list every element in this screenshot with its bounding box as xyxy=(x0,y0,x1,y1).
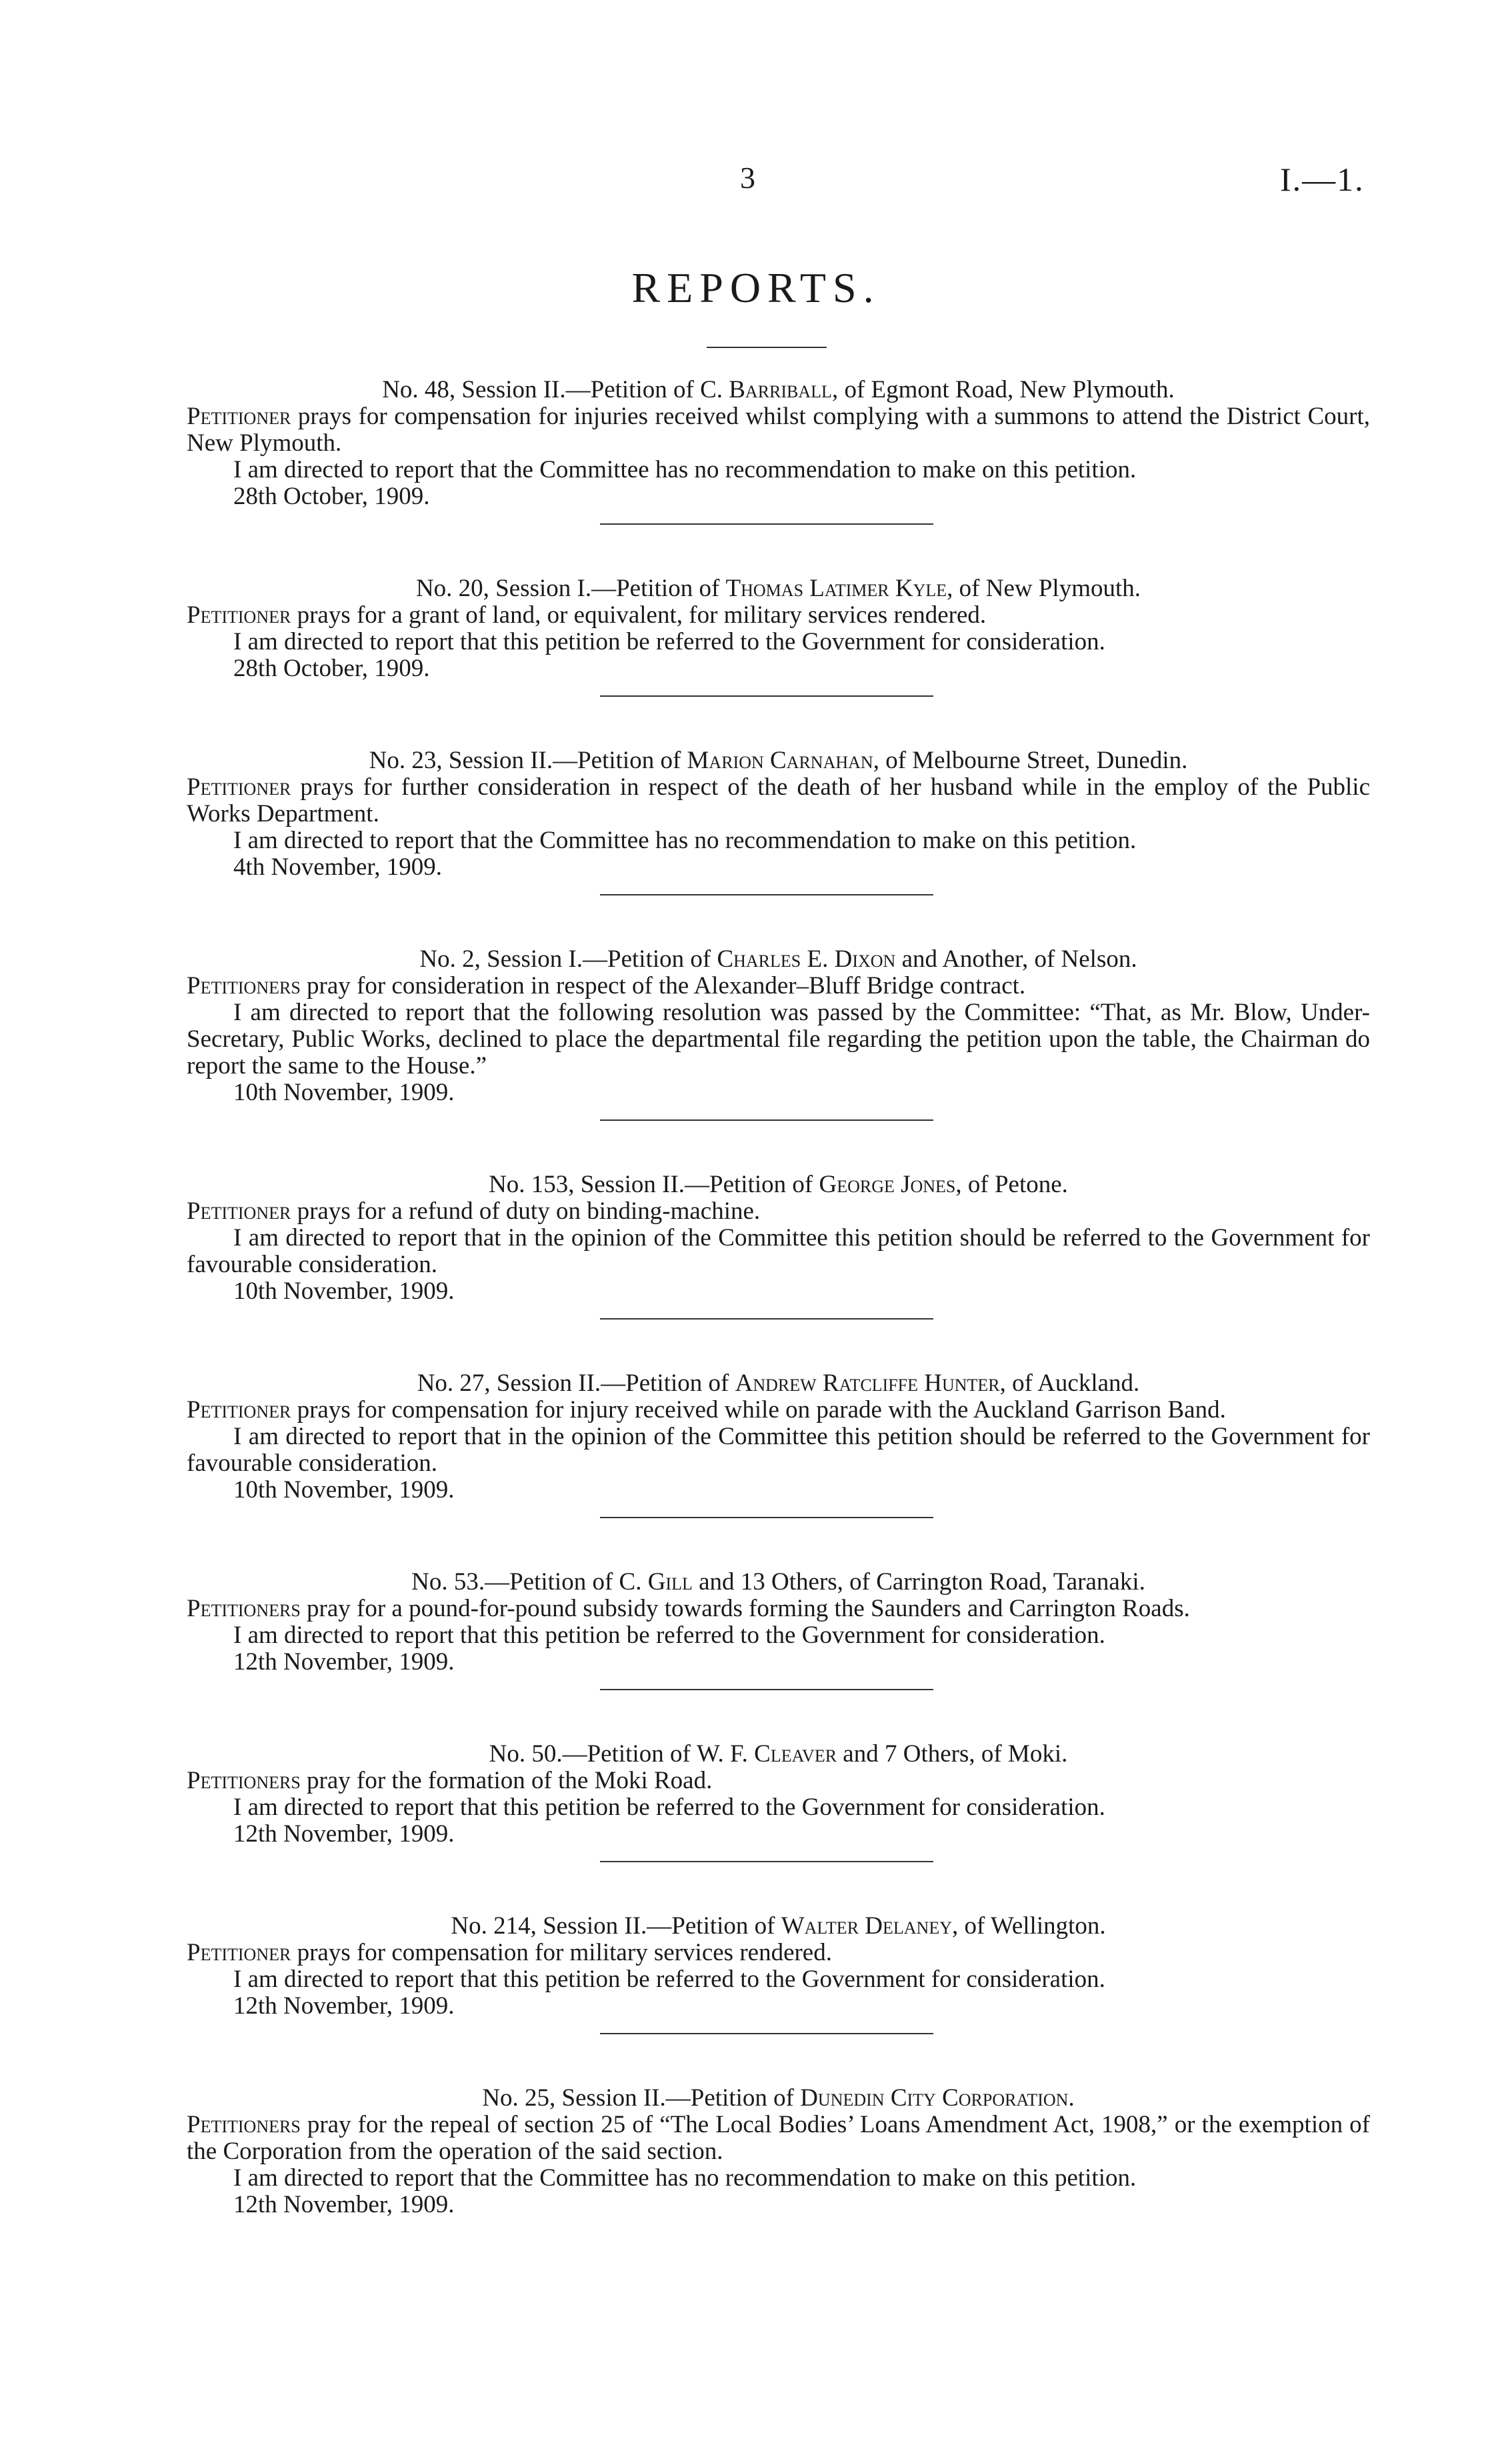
petitioner-name: C. Barriball xyxy=(700,376,832,403)
section-divider xyxy=(600,695,933,697)
report-date: 12th November, 1909. xyxy=(233,1820,455,1848)
report-heading: No. 50.—Petition of W. F. Cleaver and 7 Others, of Moki. xyxy=(489,1740,1068,1768)
report-entry xyxy=(187,747,1370,895)
report-prayer: Petitioner prays for further consideration in respect of the death of her husband while in the employ of the Public Works Department. xyxy=(187,773,1370,827)
report-entry xyxy=(187,946,1370,1121)
report-text: I am directed to report that the following resolution was passed by the Committee: “That, as Mr. Blow, Under-Secretary, Public Works, declined to place the departmental file regarding the petition upon the table, the Chairman do report the same to the House.” xyxy=(187,999,1370,1079)
report-heading: No. 25, Session II.—Petition of Dunedin City Corporation. xyxy=(482,2084,1075,2112)
report-date: 10th November, 1909. xyxy=(233,1079,455,1106)
petitioner-name: George Jones xyxy=(819,1171,956,1198)
report-heading: No. 153, Session II.—Petition of George Jones, of Petone. xyxy=(489,1171,1068,1198)
page-title: REPORTS. xyxy=(631,264,881,311)
section-divider xyxy=(600,1861,933,1862)
report-prayer: Petitioner prays for compensation for injury received while on parade with the Auckland Garrison Band. xyxy=(187,1396,1226,1424)
report-heading: No. 53.—Petition of C. Gill and 13 Others, of Carrington Road, Taranaki. xyxy=(411,1568,1145,1596)
report-text: I am directed to report that the Committee has no recommendation to make on this petition. xyxy=(233,827,1137,854)
report-text: I am directed to report that the Committee has no recommendation to make on this petition. xyxy=(233,2164,1137,2192)
section-divider xyxy=(600,1517,933,1518)
report-entry xyxy=(187,377,1370,525)
report-entry xyxy=(187,575,1370,697)
report-date: 4th November, 1909. xyxy=(233,853,442,881)
report-prayer: Petitioner prays for a grant of land, or equivalent, for military services rendered. xyxy=(187,601,987,629)
report-date: 28th October, 1909. xyxy=(233,655,430,682)
report-prayer: Petitioner prays for compensation for military services rendered. xyxy=(187,1939,832,1966)
report-entry xyxy=(187,2085,1370,2218)
petitioner-name: Thomas Latimer Kyle xyxy=(725,575,947,602)
title-divider xyxy=(707,347,827,348)
report-prayer: Petitioners pray for the repeal of section 25 of “The Local Bodies’ Loans Amendment Act, 1908,” or the exemption of the Corporation from the operation of the said section. xyxy=(187,2111,1370,2165)
report-text: I am directed to report that in the opinion of the Committee this petition should be referred to the Government for favourable consideration. xyxy=(187,1224,1370,1278)
petitioner-name: Marion Carnahan xyxy=(687,747,873,774)
reports-body xyxy=(187,377,1370,2218)
petitioner-name: Walter Delaney xyxy=(781,1912,952,1940)
report-text: I am directed to report that the Committee has no recommendation to make on this petition. xyxy=(233,456,1137,483)
section-divider xyxy=(600,1119,933,1121)
report-date: 12th November, 1909. xyxy=(233,1648,455,1676)
report-entry xyxy=(187,1913,1370,2034)
report-date: 12th November, 1909. xyxy=(233,1992,455,2020)
section-divider xyxy=(600,2033,933,2034)
report-entry xyxy=(187,1741,1370,1862)
report-date: 28th October, 1909. xyxy=(233,483,430,510)
report-date: 12th November, 1909. xyxy=(233,2191,455,2218)
report-heading: No. 2, Session I.—Petition of Charles E. Dixon and Another, of Nelson. xyxy=(419,945,1137,973)
report-text: I am directed to report that this petition be referred to the Government for consideration. xyxy=(233,628,1105,655)
report-prayer: Petitioners pray for the formation of the Moki Road. xyxy=(187,1767,713,1794)
report-text: I am directed to report that this petition be referred to the Government for consideration. xyxy=(233,1966,1105,1993)
page-reference: I.—1. xyxy=(1280,161,1365,198)
petitioner-name: W. F. Cleaver xyxy=(697,1740,837,1768)
report-date: 10th November, 1909. xyxy=(233,1278,455,1305)
report-prayer: Petitioners pray for a pound-for-pound subsidy towards forming the Saunders and Carrington Roads. xyxy=(187,1595,1190,1622)
report-heading: No. 27, Session II.—Petition of Andrew Ratcliffe Hunter, of Auckland. xyxy=(417,1370,1140,1397)
report-text: I am directed to report that this petition be referred to the Government for consideration. xyxy=(233,1622,1105,1649)
page-number: 3 xyxy=(740,161,755,195)
petitioner-name: Dunedin City Corporation xyxy=(800,2084,1069,2112)
report-entry xyxy=(187,1569,1370,1690)
section-divider xyxy=(600,894,933,895)
report-heading: No. 214, Session II.—Petition of Walter Delaney, of Wellington. xyxy=(451,1912,1106,1940)
report-date: 10th November, 1909. xyxy=(233,1476,455,1504)
report-prayer: Petitioners pray for consideration in respect of the Alexander–Bluff Bridge contract. xyxy=(187,972,1026,999)
section-divider xyxy=(600,1318,933,1320)
report-heading: No. 48, Session II.—Petition of C. Barriball, of Egmont Road, New Plymouth. xyxy=(382,376,1175,403)
report-text: I am directed to report that this petition be referred to the Government for consideration. xyxy=(233,1794,1105,1821)
petitioner-name: Charles E. Dixon xyxy=(717,945,896,973)
report-entry xyxy=(187,1171,1370,1320)
report-heading: No. 20, Session I.—Petition of Thomas Latimer Kyle, of New Plymouth. xyxy=(415,575,1141,602)
section-divider xyxy=(600,1689,933,1690)
report-prayer: Petitioner prays for a refund of duty on binding-machine. xyxy=(187,1197,761,1225)
petitioner-name: Andrew Ratcliffe Hunter xyxy=(735,1370,1000,1397)
report-prayer: Petitioner prays for compensation for injuries received whilst complying with a summons to attend the District Court, New Plymouth. xyxy=(187,403,1370,457)
section-divider xyxy=(600,523,933,525)
report-entry xyxy=(187,1370,1370,1518)
report-heading: No. 23, Session II.—Petition of Marion Carnahan, of Melbourne Street, Dunedin. xyxy=(369,747,1188,774)
report-text: I am directed to report that in the opinion of the Committee this petition should be referred to the Government for favourable consideration. xyxy=(187,1423,1370,1477)
petitioner-name: C. Gill xyxy=(619,1568,693,1596)
